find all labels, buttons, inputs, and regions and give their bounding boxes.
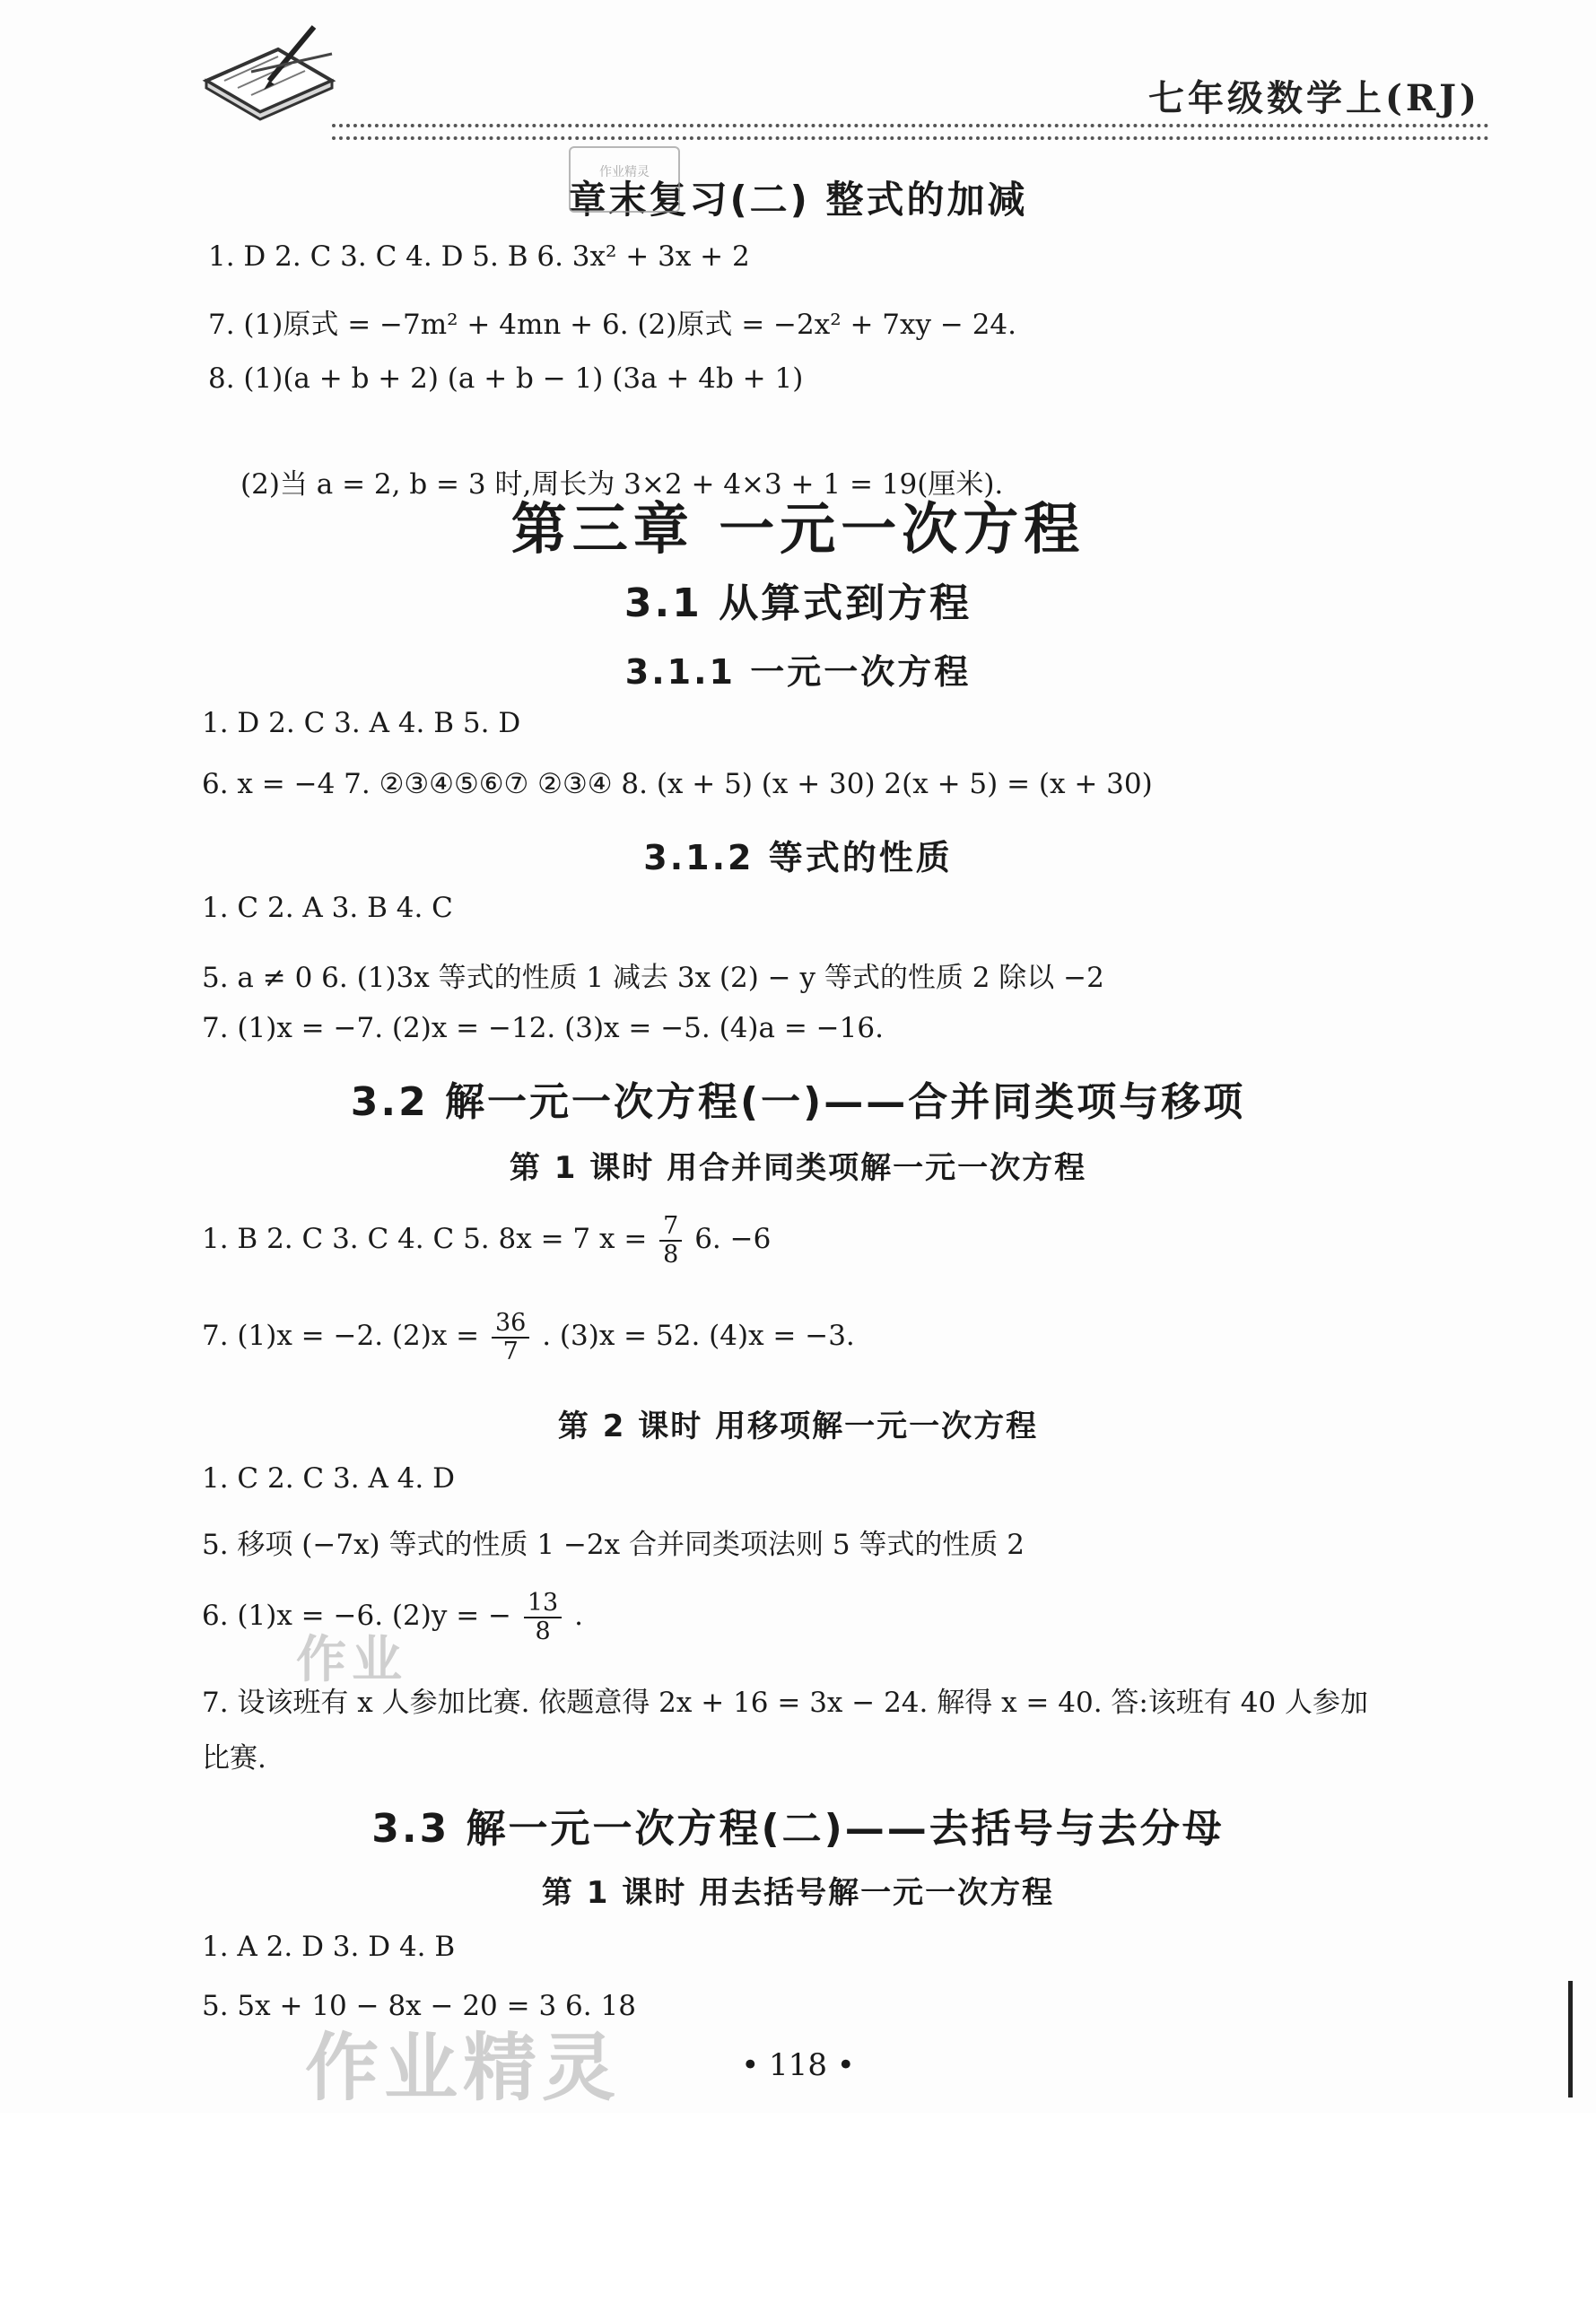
fraction: $\frac{36}{7}$	[492, 1310, 529, 1365]
answer-line: 比赛.	[202, 1742, 266, 1775]
scan-margin	[0, 2113, 1596, 2320]
section-3-1-title: 3.1 从算式到方程	[624, 580, 972, 626]
answer-line: 1. D 2. C 3. A 4. B 5. D	[202, 707, 521, 739]
page-header	[197, 18, 1489, 135]
answer-line: 7. (1)x = −2. (2)x = $\frac{36}{7}$ . (3)x = 52. (4)x = −3.	[202, 1309, 855, 1365]
answer-line: 1. B 2. C 3. C 4. C 5. 8x = 7 x = $\frac{7}{8}$ 6. −6	[202, 1212, 772, 1269]
header-divider	[332, 124, 1489, 140]
review-line-3: 8. (1)(a + b + 2) (a + b − 1) (3a + 4b + 1)	[208, 362, 804, 395]
lesson-title: 第 1 课时 用合并同类项解一元一次方程	[509, 1150, 1087, 1186]
review-line-1: 1. D 2. C 3. C 4. D 5. B 6. 3x² + 3x + 2	[208, 240, 750, 273]
fraction: $\frac{13}{8}$	[524, 1590, 562, 1644]
review-line-4: (2)当 a = 2, b = 3 时,周长为 3×2 + 4×3 + 1 = 19(厘米).	[240, 468, 1004, 501]
answer-line: 5. a ≠ 0 6. (1)3x 等式的性质 1 减去 3x (2) − y 等式的性质 2 除以 −2	[202, 962, 1104, 994]
section-3-2-title: 3.2 解一元一次方程(一)——合并同类项与移项	[350, 1079, 1246, 1125]
answer-line: 1. A 2. D 3. D 4. B	[202, 1931, 456, 1963]
scan-edge-mark	[1568, 1981, 1573, 2098]
answer-line: 6. (1)x = −6. (2)y = − $\frac{13}{8}$ .	[202, 1589, 583, 1645]
book-title: 七年级数学上(RJ)	[1147, 77, 1480, 119]
answer-line: 6. x = −4 7. ②③④⑤⑥⑦ ②③④ 8. (x + 5) (x + 30) 2(x + 5) = (x + 30)	[202, 768, 1153, 800]
stamp-logo: 作业精灵	[569, 146, 680, 213]
answer-line: 7. (1)x = −7. (2)x = −12. (3)x = −5. (4)a = −16.	[202, 1012, 884, 1044]
page-number: • 118 •	[741, 2047, 855, 2083]
answer-line: 5. 移项 (−7x) 等式的性质 1 −2x 合并同类项法则 5 等式的性质 2	[202, 1529, 1025, 1561]
lesson-title: 第 2 课时 用移项解一元一次方程	[557, 1409, 1039, 1444]
review-title: 章末复习(二) 整式的加减	[568, 178, 1028, 222]
chapter-title: 第三章 一元一次方程	[510, 496, 1086, 562]
fraction: $\frac{7}{8}$	[659, 1213, 682, 1268]
watermark: 作业精灵	[305, 2026, 622, 2111]
answer-line: 5. 5x + 10 − 8x − 20 = 3 6. 18	[202, 1990, 636, 2022]
section-3-3-title: 3.3 解一元一次方程(二)——去括号与去分母	[371, 1806, 1225, 1852]
section-3-1-2-title: 3.1.2 等式的性质	[643, 838, 953, 877]
answer-line: 1. C 2. C 3. A 4. D	[202, 1462, 455, 1495]
lesson-title: 第 1 课时 用去括号解一元一次方程	[541, 1875, 1055, 1911]
section-3-1-1-title: 3.1.1 一元一次方程	[624, 652, 972, 692]
answer-line: 1. C 2. A 3. B 4. C	[202, 892, 453, 924]
review-line-2: 7. (1)原式 = −7m² + 4mn + 6. (2)原式 = −2x² + 7xy − 24.	[208, 309, 1017, 341]
watermark: 作业	[296, 1631, 407, 1689]
notebook-pen-icon	[197, 18, 341, 126]
answer-line: 7. 设该班有 x 人参加比赛. 依题意得 2x + 16 = 3x − 24. 解得 x = 40. 答:该班有 40 人参加	[202, 1687, 1369, 1719]
